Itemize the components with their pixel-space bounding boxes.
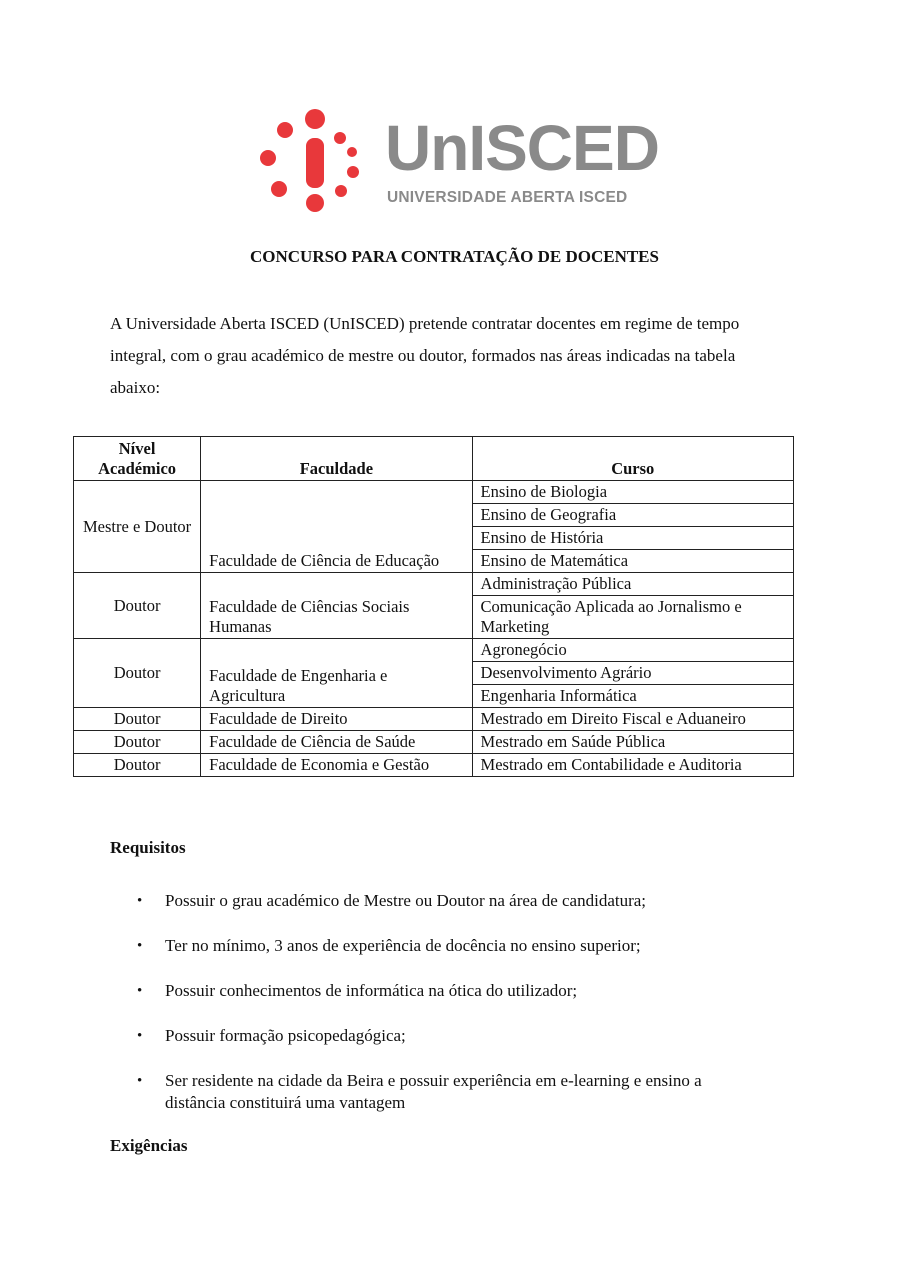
course-cell: Ensino de Matemática [472, 550, 793, 573]
intro-line: integral, com o grau académico de mestre ou doutor, formados nas áreas indicadas na tabela [110, 346, 736, 365]
list-item [110, 980, 800, 1002]
header-level: Nível Académico [74, 437, 201, 481]
table-row [74, 481, 794, 504]
course-cell: Mestrado em Saúde Pública [472, 731, 793, 754]
requirement-text: Possuir formação psicopedagógica; [165, 1026, 406, 1045]
course-cell: Ensino de Biologia [472, 481, 793, 504]
bullet-icon: • [137, 1073, 143, 1089]
bullet-icon: • [137, 893, 143, 909]
unisced-logo [255, 108, 659, 213]
bullet-icon: • [137, 1028, 143, 1044]
level-cell: Doutor [74, 754, 201, 777]
course-cell: Agronegócio [472, 639, 793, 662]
exigencias-heading: Exigências [110, 1136, 188, 1155]
logo-tagline: UNIVERSIDADE ABERTA ISCED [387, 189, 628, 206]
logo-dots-icon [255, 108, 385, 213]
requirement-text: Ser residente na cidade da Beira e possuir experiência em e-learning e ensino a distância constituirá uma vantagem [165, 1071, 702, 1112]
faculty-cell: Faculdade de Engenharia e Agricultura [201, 639, 472, 708]
list-item [110, 935, 800, 957]
course-cell: Desenvolvimento Agrário [472, 662, 793, 685]
faculty-cell: Faculdade de Ciência de Educação [201, 481, 472, 573]
requirements-list [110, 890, 800, 1137]
level-cell: Mestre e Doutor [74, 481, 201, 573]
bullet-icon: • [137, 938, 143, 954]
requirement-text: Possuir o grau académico de Mestre ou Doutor na área de candidatura; [165, 891, 647, 910]
bullet-icon: • [137, 983, 143, 999]
intro-line: A Universidade Aberta ISCED (UnISCED) pretende contratar docentes em regime de tempo [110, 314, 740, 333]
course-cell: Comunicação Aplicada ao Jornalismo e Marketing [472, 596, 793, 639]
level-cell: Doutor [74, 731, 201, 754]
course-cell: Ensino de História [472, 527, 793, 550]
requirement-text: Possuir conhecimentos de informática na ótica do utilizador; [165, 981, 578, 1000]
intro-paragraph [110, 308, 800, 404]
course-cell: Mestrado em Contabilidade e Auditoria [472, 754, 793, 777]
faculty-cell: Faculdade de Ciências Sociais Humanas [201, 573, 472, 639]
course-cell: Engenharia Informática [472, 685, 793, 708]
intro-line: abaixo: [110, 378, 161, 397]
logo-wordmark: UnISCED [385, 112, 659, 184]
table-row [74, 639, 794, 662]
list-item [110, 1025, 800, 1047]
level-cell: Doutor [74, 708, 201, 731]
header-faculty: Faculdade [201, 437, 472, 481]
faculty-cell: Faculdade de Economia e Gestão [201, 754, 472, 777]
course-cell: Administração Pública [472, 573, 793, 596]
level-cell: Doutor [74, 639, 201, 708]
course-cell: Mestrado em Direito Fiscal e Aduaneiro [472, 708, 793, 731]
header-course: Curso [472, 437, 793, 481]
courses-table [73, 436, 794, 777]
table-row [74, 731, 794, 754]
faculty-cell: Faculdade de Direito [201, 708, 472, 731]
list-item [110, 1070, 800, 1114]
table-row [74, 708, 794, 731]
table-header-row [74, 437, 794, 481]
table-row [74, 754, 794, 777]
level-cell: Doutor [74, 573, 201, 639]
table-row [74, 573, 794, 596]
course-cell: Ensino de Geografia [472, 504, 793, 527]
requirements-heading: Requisitos [110, 838, 186, 857]
requirement-text: Ter no mínimo, 3 anos de experiência de docência no ensino superior; [165, 936, 641, 955]
faculty-cell: Faculdade de Ciência de Saúde [201, 731, 472, 754]
page-title: CONCURSO PARA CONTRATAÇÃO DE DOCENTES [250, 247, 659, 266]
list-item [110, 890, 800, 912]
